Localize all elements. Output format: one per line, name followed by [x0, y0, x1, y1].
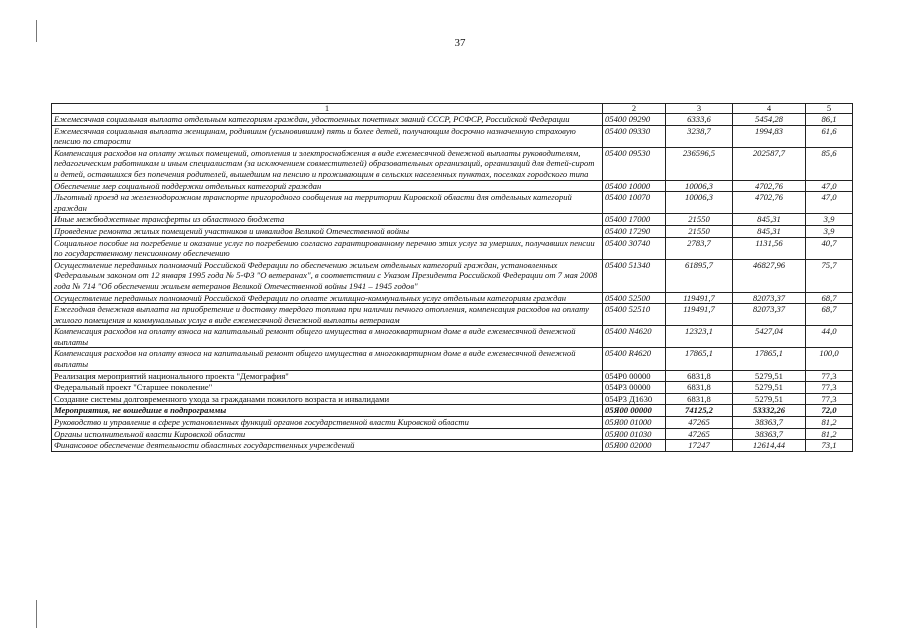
row-plan-value: 119491,7 — [666, 304, 733, 326]
row-plan-value: 3238,7 — [666, 125, 733, 147]
row-actual-value: 5454,28 — [733, 114, 806, 126]
margin-mark-top — [36, 20, 37, 42]
row-percent-value: 72,0 — [806, 405, 853, 417]
row-code-cell: 05Я00 01000 — [603, 417, 666, 429]
row-percent-value: 3,9 — [806, 225, 853, 237]
row-actual-value: 38363,7 — [733, 428, 806, 440]
row-percent-value: 40,7 — [806, 237, 853, 259]
row-actual-value: 5427,04 — [733, 326, 806, 348]
row-code-cell: 05400 09330 — [603, 125, 666, 147]
table-row — [52, 125, 853, 147]
row-name-cell: Ежемесячная социальная выплата отдельным категориям граждан, удостоенных почетных званий СССР, РСФСР, Российской Федерации — [52, 114, 603, 126]
row-code-cell: 05400 09290 — [603, 114, 666, 126]
row-name-cell: Руководство и управление в сфере установленных функций органов государственной власти Кировской области — [52, 417, 603, 429]
row-plan-value: 236596,5 — [666, 147, 733, 180]
row-actual-value: 1994,83 — [733, 125, 806, 147]
row-plan-value: 17247 — [666, 440, 733, 452]
row-code-cell: 05Я00 01030 — [603, 428, 666, 440]
row-actual-value: 5279,51 — [733, 393, 806, 405]
row-plan-value: 47265 — [666, 428, 733, 440]
table-row — [52, 348, 853, 370]
row-percent-value: 77,3 — [806, 370, 853, 382]
row-plan-value: 6333,6 — [666, 114, 733, 126]
row-actual-value: 4702,76 — [733, 180, 806, 192]
row-percent-value: 47,0 — [806, 180, 853, 192]
row-name-cell: Льготный проезд на железнодорожном транспорте пригородного сообщения на территории Кировской области для отдельных категорий граждан — [52, 192, 603, 214]
row-name-cell: Федеральный проект "Старшее поколение" — [52, 382, 603, 394]
row-name-cell: Обеспечение мер социальной поддержки отдельных категорий граждан — [52, 180, 603, 192]
row-actual-value: 53332,26 — [733, 405, 806, 417]
row-actual-value: 202587,7 — [733, 147, 806, 180]
row-actual-value: 845,31 — [733, 214, 806, 226]
row-actual-value: 46827,96 — [733, 259, 806, 292]
row-code-cell: 05400 N4620 — [603, 326, 666, 348]
row-code-cell: 05400 09530 — [603, 147, 666, 180]
table-row — [52, 114, 853, 126]
table-body — [52, 114, 853, 452]
row-plan-value: 10006,3 — [666, 180, 733, 192]
row-name-cell: Реализация мероприятий национального проекта "Демография" — [52, 370, 603, 382]
row-percent-value: 73,1 — [806, 440, 853, 452]
table-row — [52, 428, 853, 440]
row-name-cell: Создание системы долговременного ухода за гражданами пожилого возраста и инвалидами — [52, 393, 603, 405]
row-percent-value: 47,0 — [806, 192, 853, 214]
row-actual-value: 38363,7 — [733, 417, 806, 429]
row-code-cell: 05400 51340 — [603, 259, 666, 292]
row-percent-value: 77,3 — [806, 382, 853, 394]
row-code-cell: 05Я00 00000 — [603, 405, 666, 417]
row-actual-value: 12614,44 — [733, 440, 806, 452]
table-header-row — [52, 104, 853, 114]
row-name-cell: Иные межбюджетные трансферты из областного бюджета — [52, 214, 603, 226]
row-name-cell: Компенсация расходов на оплату взноса на капитальный ремонт общего имущества в многоквартирном доме в виде ежемесячной денежной выплаты — [52, 348, 603, 370]
header-col-2: 2 — [603, 104, 666, 114]
row-percent-value: 75,7 — [806, 259, 853, 292]
table-row — [52, 370, 853, 382]
row-percent-value: 86,1 — [806, 114, 853, 126]
row-actual-value: 845,31 — [733, 225, 806, 237]
row-plan-value: 21550 — [666, 214, 733, 226]
row-code-cell: 05Я00 02000 — [603, 440, 666, 452]
row-name-cell: Компенсация расходов на оплату жилых помещений, отопления и электроснабжения в виде ежемесячной денежной выплаты руководителям, педагогическим работникам и иным специалистам (за исключением совместителей) образовательных организаций, организаций для детей-сирот и детей, оставшихся без попечения родителей, вышедшим на пенсию и проживающим в сельских населенных пунктах, поселках городского типа — [52, 147, 603, 180]
margin-mark-bottom — [36, 600, 37, 628]
row-code-cell: 054P0 00000 — [603, 370, 666, 382]
row-percent-value: 81,2 — [806, 417, 853, 429]
table-row — [52, 259, 853, 292]
row-code-cell: 05400 17290 — [603, 225, 666, 237]
row-plan-value: 61895,7 — [666, 259, 733, 292]
row-plan-value: 47265 — [666, 417, 733, 429]
row-code-cell: 05400 17000 — [603, 214, 666, 226]
header-col-5: 5 — [806, 104, 853, 114]
row-percent-value: 81,2 — [806, 428, 853, 440]
table-row — [52, 225, 853, 237]
header-col-3: 3 — [666, 104, 733, 114]
table-row — [52, 304, 853, 326]
table-row — [52, 180, 853, 192]
row-name-cell: Компенсация расходов на оплату взноса на капитальный ремонт общего имущества в многоквартирном доме в виде ежемесячной денежной выплаты — [52, 326, 603, 348]
row-plan-value: 119491,7 — [666, 292, 733, 304]
row-name-cell: Ежемесячная социальная выплата женщинам, родившим (усыновившим) пять и более детей, получающим досрочно назначенную страховую пенсию по старости — [52, 125, 603, 147]
row-actual-value: 4702,76 — [733, 192, 806, 214]
row-code-cell: 054P3 Д1630 — [603, 393, 666, 405]
row-code-cell: 05400 10070 — [603, 192, 666, 214]
row-actual-value: 17865,1 — [733, 348, 806, 370]
row-percent-value: 85,6 — [806, 147, 853, 180]
page-number: 37 — [454, 37, 466, 49]
row-plan-value: 17865,1 — [666, 348, 733, 370]
row-percent-value: 44,0 — [806, 326, 853, 348]
table-row — [52, 292, 853, 304]
row-name-cell: Осуществление переданных полномочий Российской Федерации по обеспечению жильем отдельных категорий граждан, установленных Федеральным законом от 12 января 1995 года № 5-ФЗ "О ветеранах", в соответствии с Указом Президента Российской Федерации от 7 мая 2008 года № 714 "Об обеспечении жильем ветеранов Великой Отечественной войны 1941 – 1945 годов" — [52, 259, 603, 292]
row-code-cell: 05400 52510 — [603, 304, 666, 326]
row-plan-value: 6831,8 — [666, 382, 733, 394]
row-name-cell: Мероприятия, не вошедшие в подпрограммы — [52, 405, 603, 417]
row-code-cell: 05400 R4620 — [603, 348, 666, 370]
table-row — [52, 326, 853, 348]
row-actual-value: 5279,51 — [733, 370, 806, 382]
row-name-cell: Ежегодная денежная выплата на приобретение и доставку твердого топлива при наличии печного отопления, компенсация расходов на оплату жилого помещения и коммунальных услуг в виде ежемесячной денежной выплаты ветеранам — [52, 304, 603, 326]
row-name-cell: Органы исполнительной власти Кировской области — [52, 428, 603, 440]
row-plan-value: 21550 — [666, 225, 733, 237]
table-row — [52, 192, 853, 214]
row-code-cell: 05400 30740 — [603, 237, 666, 259]
row-plan-value: 6831,8 — [666, 393, 733, 405]
row-actual-value: 82073,37 — [733, 292, 806, 304]
row-percent-value: 77,3 — [806, 393, 853, 405]
row-actual-value: 82073,37 — [733, 304, 806, 326]
row-name-cell: Финансовое обеспечение деятельности областных государственных учреждений — [52, 440, 603, 452]
row-percent-value: 100,0 — [806, 348, 853, 370]
table-row — [52, 440, 853, 452]
row-actual-value: 5279,51 — [733, 382, 806, 394]
row-plan-value: 2783,7 — [666, 237, 733, 259]
row-percent-value: 68,7 — [806, 292, 853, 304]
budget-table — [51, 103, 853, 452]
table-row — [52, 417, 853, 429]
row-name-cell: Осуществление переданных полномочий Российской Федерации по оплате жилищно-коммунальных услуг отдельным категориям граждан — [52, 292, 603, 304]
row-code-cell: 05400 10000 — [603, 180, 666, 192]
row-plan-value: 6831,8 — [666, 370, 733, 382]
row-actual-value: 1131,56 — [733, 237, 806, 259]
row-plan-value: 12323,1 — [666, 326, 733, 348]
row-name-cell: Проведение ремонта жилых помещений участников и инвалидов Великой Отечественной войны — [52, 225, 603, 237]
row-code-cell: 054P3 00000 — [603, 382, 666, 394]
table-row — [52, 382, 853, 394]
row-code-cell: 05400 52500 — [603, 292, 666, 304]
header-col-1: 1 — [52, 104, 603, 114]
row-percent-value: 61,6 — [806, 125, 853, 147]
row-plan-value: 74125,2 — [666, 405, 733, 417]
table-row — [52, 237, 853, 259]
row-percent-value: 3,9 — [806, 214, 853, 226]
table-row — [52, 405, 853, 417]
row-plan-value: 10006,3 — [666, 192, 733, 214]
table-row — [52, 393, 853, 405]
table-row — [52, 214, 853, 226]
header-col-4: 4 — [733, 104, 806, 114]
row-name-cell: Социальное пособие на погребение и оказание услуг по погребению согласно гарантированному перечню этих услуг за умерших, получавших пенсии по государственному пенсионному обеспечению — [52, 237, 603, 259]
row-percent-value: 68,7 — [806, 304, 853, 326]
table-row — [52, 147, 853, 180]
